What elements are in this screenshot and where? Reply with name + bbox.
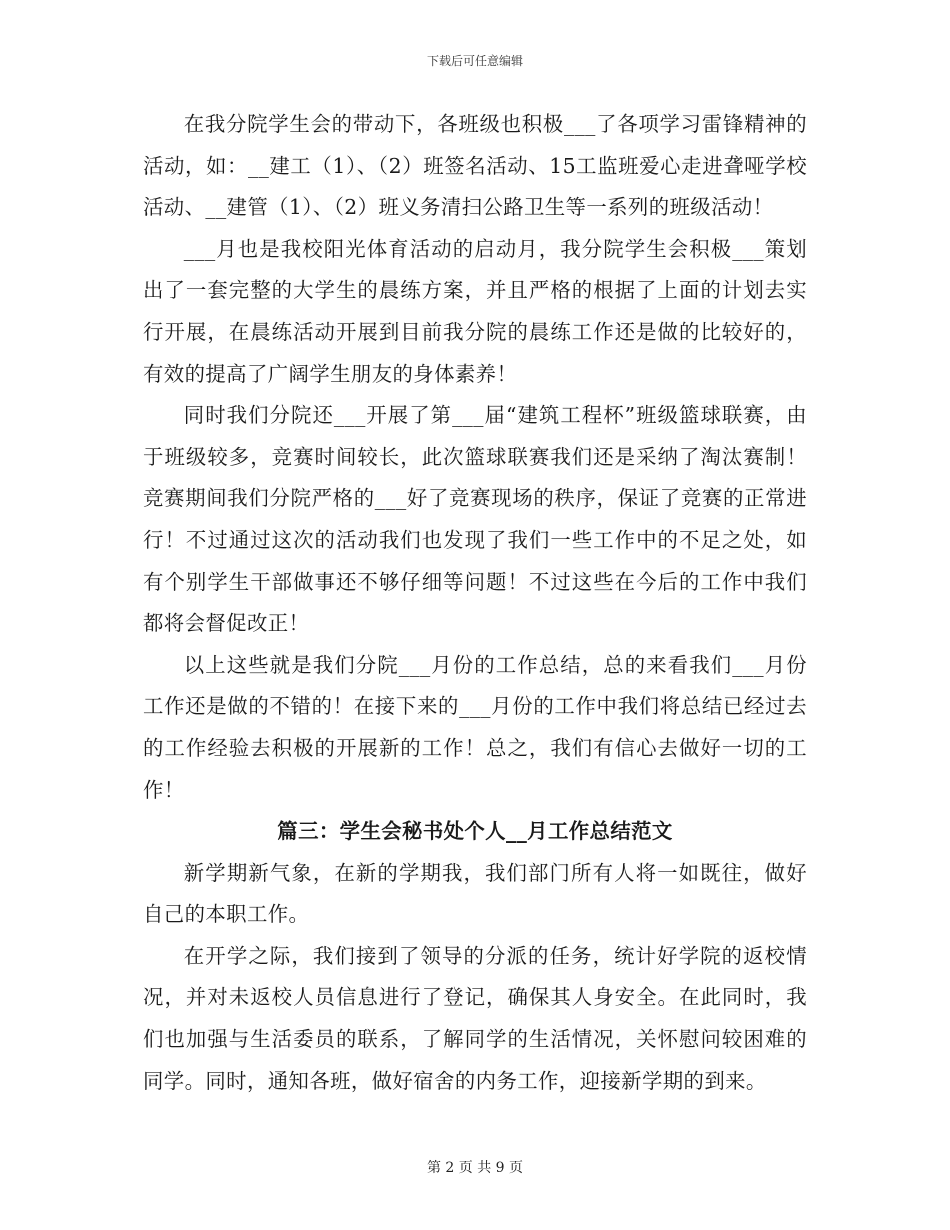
- page-header: 下载后可任意编辑: [426, 54, 523, 68]
- paragraph-new-semester: 新学期新气象，在新的学期我，我们部门所有人将一如既往，做好自己的本职工作。: [143, 860, 807, 927]
- document-body: [143, 104, 807, 1102]
- section-title: 篇三：学生会秘书处个人__月工作总结范文: [277, 819, 673, 844]
- page-number: 第 2 页 共 9 页: [426, 1160, 524, 1176]
- paragraph-morning-exercise: ___月也是我校阳光体育活动的启动月，我分院学生会积极___策划出了一套完整的大学生的晨练方案，并且严格的根据了上面的计划去实行开展，在晨练活动开展到目前我分院的晨练工作还是做的比较好的，有效的提高了广阔学生朋友的身体素养！: [143, 236, 807, 386]
- paragraph-school-return: 在开学之际，我们接到了领导的分派的任务，统计好学院的返校情况，并对未返校人员信息进行了登记，确保其人身安全。在此同时，我们也加强与生活委员的联系，了解同学的生活情况，关怀慰问较困难的同学。同时，通知各班，做好宿舍的内务工作，迎接新学期的到来。: [143, 943, 807, 1093]
- paragraph-monthly-summary: 以上这些就是我们分院___月份的工作总结，总的来看我们___月份工作还是做的不错的！在接下来的___月份的工作中我们将总结已经过去的工作经验去积极的开展新的工作！总之，我们有信心去做好一切的工作！: [143, 652, 807, 802]
- paragraph-lei-feng-activities: 在我分院学生会的带动下，各班级也积极___了各项学习雷锋精神的活动，如：__建工（1）、（2）班签名活动、15工监班爱心走进聋哑学校活动、__建管（1）、（2）班义务清扫公路卫生等一系列的班级活动！: [143, 112, 807, 220]
- paragraph-basketball-league: 同时我们分院还___开展了第___届“建筑工程杯”班级篮球联赛，由于班级较多，竞赛时间较长，此次篮球联赛我们还是采纳了淘汰赛制！竞赛期间我们分院严格的___好了竞赛现场的秩序，保证了竞赛的正常进行！不过通过这次的活动我们也发现了我们一些工作中的不足之处，如有个别学生干部做事还不够仔细等问题！不过这些在今后的工作中我们都将会督促改正！: [143, 403, 807, 636]
